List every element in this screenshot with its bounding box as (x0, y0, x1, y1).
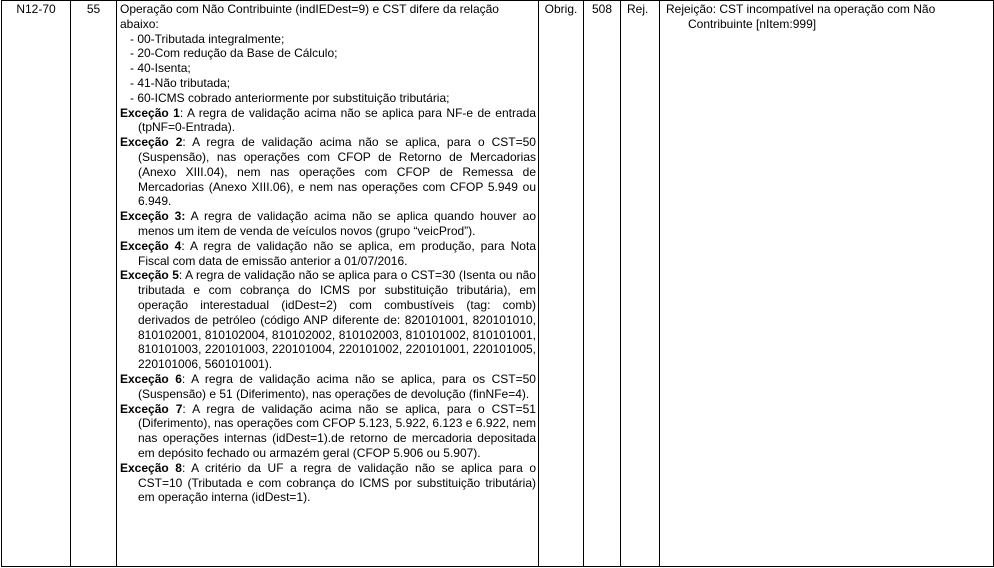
exception-label: Exceção 6 (120, 371, 182, 386)
exception-label: Exceção 3: (120, 209, 186, 224)
rule-number-cell (71, 1, 117, 567)
exception-1 (120, 106, 536, 136)
exception-label: Exceção 5 (120, 268, 179, 283)
effect-cell (621, 1, 660, 567)
exception-text: : A regra de validação acima não se aplica, para o CST=51 (Diferimento), nas operações com CFOP 5.123, 5.922, 6.123 e 6.922, nem nas operações internas (idDest=1).de retorno de mercadoria depositada em depósito fechado ou armazém geral (CFOP 5.906 ou 5.907). (138, 401, 536, 460)
cst-list-item: - 41-Não tributada; (130, 75, 231, 90)
validation-rules-table (1, 0, 994, 567)
exception-text: : A regra de validação acima não se aplica, para os CST=50 (Suspensão) e 51 (Diferimento), nas operações de devolução (finNFe=4). (138, 371, 536, 401)
rejection-code: 508 (591, 2, 613, 16)
exception-text: : A regra de validação acima não se aplica para NF-e de entrada (tpNF=0-Entrada). (138, 105, 536, 135)
rule-description-cell (117, 1, 539, 567)
exception-3 (120, 209, 536, 239)
exception-label: Exceção 7 (120, 401, 183, 416)
exception-4 (120, 239, 536, 269)
exception-text: : A regra de validação acima não se aplica, para o CST=50 (Suspensão), nas operações com CFOP de Retorno de Mercadorias (Anexo XIII.04), nem nas operações com CFOP de Remessa de Mercadorias (Anexo XIII.06), e nem nas operações com CFOP 5.949 ou 6.949. (138, 135, 536, 209)
exception-7 (120, 402, 536, 461)
exception-text: A regra de validação acima não se aplica quando houver ao menos um item de venda de veículos novos (grupo “veicProd”). (138, 209, 536, 238)
exception-label: Exceção 4 (120, 238, 182, 253)
cst-list-item: - 40-Isenta; (130, 61, 191, 76)
exception-label: Exceção 8 (120, 460, 182, 475)
exception-label: Exceção 1 (120, 105, 180, 120)
rule-id: N12-70 (16, 2, 56, 16)
message-cell (660, 1, 994, 567)
rejection-message: Rejeição: CST incompatível na operação com Não Contribuinte [nItem:999] (666, 2, 936, 31)
rule-number: 55 (86, 2, 101, 16)
description-intro: Operação com Não Contribuinte (indIEDest=9) e CST difere da relação abaixo: (120, 2, 499, 31)
table-row (2, 1, 994, 567)
exception-text: : A critério da UF a regra de validação não se aplica para o CST=10 (Tributada e com cobrança do ICMS por substituição tributária) em operação interna (idDest=1). (138, 460, 536, 505)
cst-list-item: - 60-ICMS cobrado anteriormente por substituição tributária; (130, 90, 450, 105)
exception-6 (120, 372, 536, 402)
obligation-cell (539, 1, 584, 567)
cst-list-item: - 20-Com redução da Base de Cálculo; (130, 46, 338, 61)
exception-8 (120, 461, 536, 505)
cst-list-item: - 00-Tributada integralmente; (130, 31, 285, 46)
exception-text: : A regra de validação não se aplica, em produção, para Nota Fiscal com data de emissão anterior a 01/07/2016. (138, 238, 536, 268)
exception-text: : A regra de validação não se aplica para o CST=30 (Isenta ou não tributada e com cobrança do ICMS por substituição tributária), em operação interestadual (idDest=2) com combustíveis (tag: comb) derivados de petróleo (código ANP diferente de: 820101001, 820101010, 810102001, 810102004, 810102002, 810102003, 810101002, 810101001, 810101003, 220101003, 220101004, 220101002, 220101001, 220101005, 220101006, 560101001). (138, 268, 536, 372)
exception-2 (120, 135, 536, 209)
rejection-code-cell (584, 1, 621, 567)
exception-label: Exceção 2 (120, 135, 183, 150)
cst-list (120, 32, 536, 106)
exception-5 (120, 268, 536, 372)
rule-id-cell (2, 1, 71, 567)
effect: Rej. (627, 2, 649, 16)
obligation: Obrig. (544, 2, 578, 16)
